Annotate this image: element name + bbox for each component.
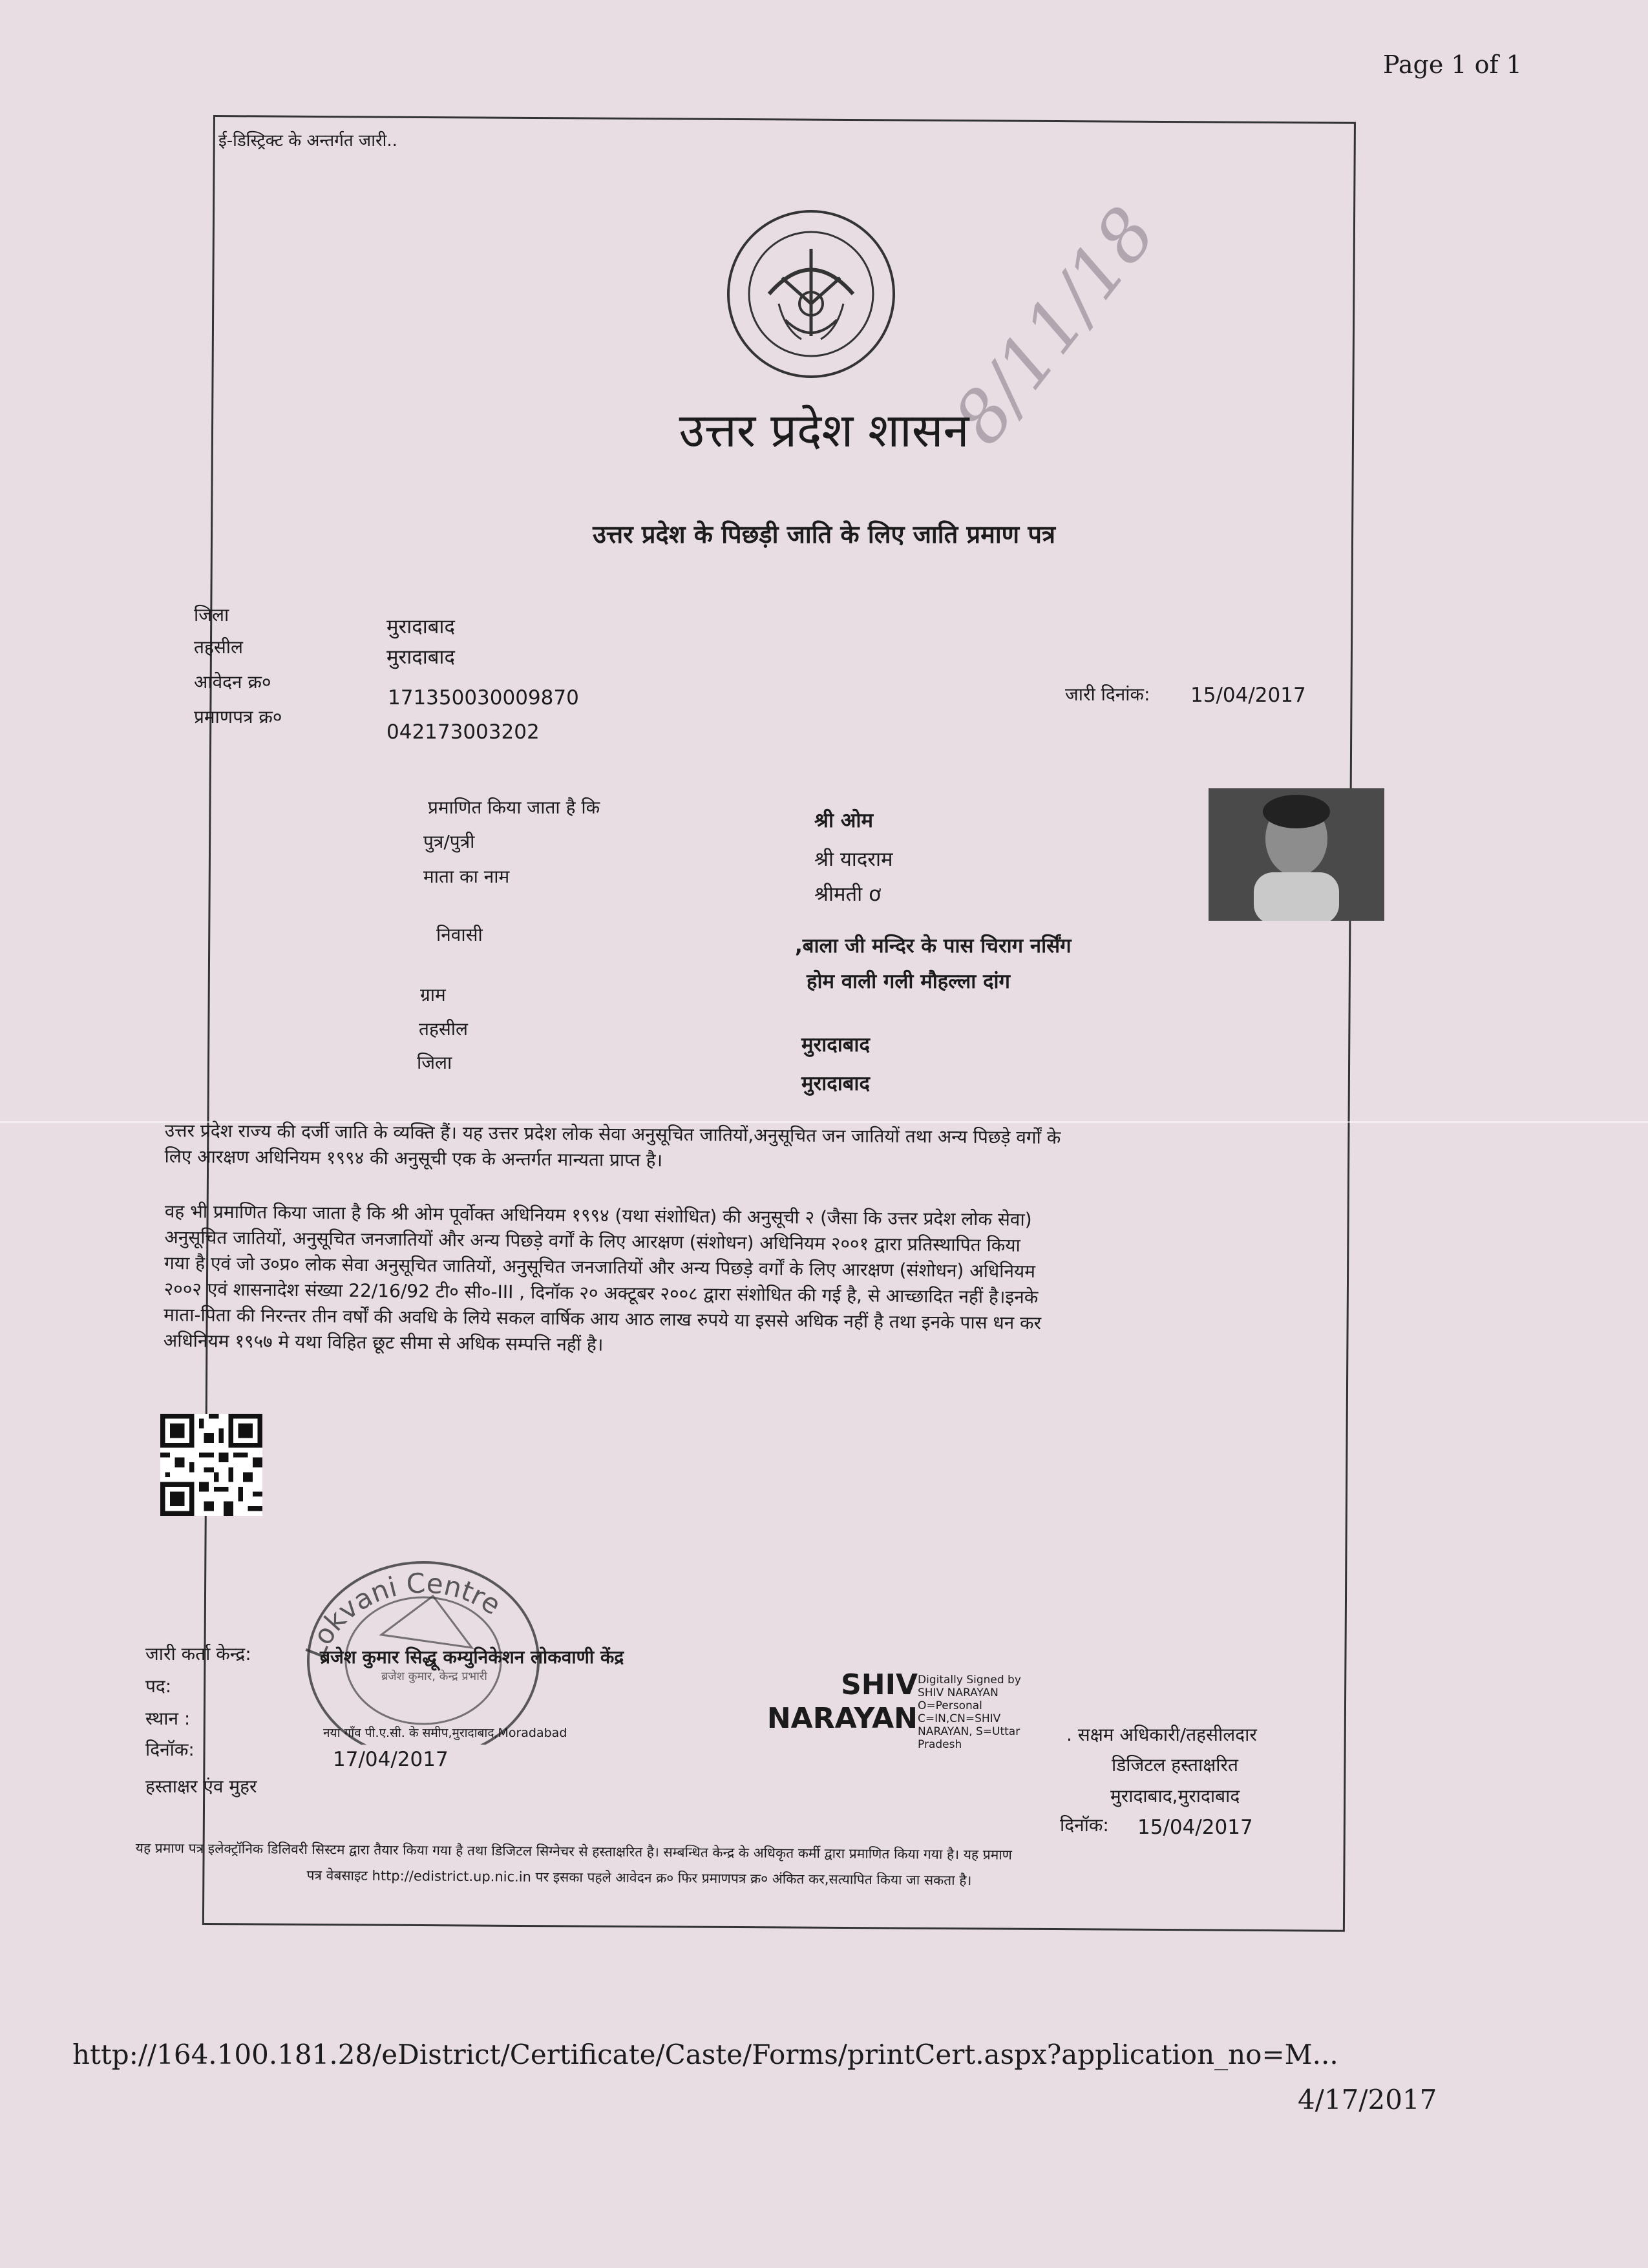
page-number: Page 1 of 1 xyxy=(1383,50,1522,79)
stamp-inner-text: ब्रजेश कुमार, केन्द्र प्रभारी xyxy=(381,1670,487,1683)
certificate-number: 042173003202 xyxy=(386,720,540,744)
footer-line: पत्र वेबसाइट http://edistrict.up.nic.in पर इसका पहले आवेदन क्र० फिर प्रमाणपत्र क्र० अंकित कर,सत्यापित किया जा सकता है। xyxy=(306,1867,972,1889)
paragraph-line: वह भी प्रमाणित किया जाता है कि श्री ओम पूर्वोक्त अधिनियम १९९४ (यथा संशोधित) की अनुसूची २ (जैसा कि उत्तर प्रदेश लोक सेवा) xyxy=(164,1200,1032,1230)
tehsil-label: तहसील xyxy=(194,636,243,658)
paragraph-line: माता-पिता की निरन्तर तीन वर्षों की अवधि के लिये सकल वार्षिक आय आठ लाख रुपये या इससे अधिक नहीं है तथा इनके पास धन कर xyxy=(164,1303,1042,1334)
issuing-center-label: जारी कर्ता केन्द्र: xyxy=(145,1643,251,1664)
person-tehsil-label: तहसील xyxy=(419,1018,468,1040)
mother-name: श्रीमती ơ xyxy=(814,883,882,906)
signature-detail-line: C=IN,CN=SHIV xyxy=(918,1712,1001,1725)
certificate-footer xyxy=(135,1835,1364,1896)
authority-date-label: दिनॉक: xyxy=(1060,1814,1109,1836)
signature-detail-line: Pradesh xyxy=(918,1738,962,1751)
lokvani-stamp-icon xyxy=(284,1525,562,1745)
signer-last-name: NARAYAN xyxy=(766,1702,918,1735)
caste-paragraph xyxy=(164,1118,1373,1179)
qr-code-icon xyxy=(160,1414,262,1516)
eligibility-paragraph xyxy=(164,1199,1380,1365)
issuer-date-label: दिनॉक: xyxy=(145,1739,195,1760)
certified-label: प्रमाणित किया जाता है कि xyxy=(428,797,600,818)
signature-detail-line: Digitally Signed by xyxy=(918,1674,1021,1686)
signature-detail-line: SHIV NARAYAN xyxy=(918,1686,998,1699)
digital-signature-details xyxy=(918,1674,1021,1751)
village-label: ग्राम xyxy=(420,984,446,1005)
application-number: 171350030009870 xyxy=(388,686,579,709)
authority-location: मुरादाबाद,मुरादाबाद xyxy=(1110,1785,1240,1807)
paragraph-line: अनुसूचित जातियों, अनुसूचित जनजातियों और अन्य पिछड़े वर्गों के लिए आरक्षण (संशोधन) अधिनियम २००१ द्वारा प्रतिस्थापित किया xyxy=(164,1226,1021,1256)
signature-label: हस्ताक्षर एंव मुहर xyxy=(145,1776,257,1797)
address-line-2: होम वाली गली मौहल्ला दांग xyxy=(807,970,1011,993)
paragraph-line: लिए आरक्षण अधिनियम १९९४ की अनुसूची एक के अन्तर्गत मान्यता प्राप्त है। xyxy=(164,1145,663,1171)
issue-date: 15/04/2017 xyxy=(1190,684,1306,707)
digitally-signed-note: डिजिटल हस्ताक्षरित xyxy=(1112,1754,1238,1776)
paragraph-line: उत्तर प्रदेश राज्य की दर्जी जाति के व्यक्ति हैं। यह उत्तर प्रदेश लोक सेवा अनुसूचित जातियों,अनुसूचित जन जातियों तथा अन्य पिछड़े वर्गों के xyxy=(164,1119,1061,1148)
person-tehsil-value: मुरादाबाद xyxy=(801,1033,870,1056)
footer-line: यह प्रमाण पत्र इलेक्ट्रॉनिक डिलिवरी सिस्टम द्वारा तैयार किया गया है तथा डिजिटल सिग्नेचर से हस्ताक्षरित है। सम्बन्धित केन्द्र के अधिकृत कर्मी द्वारा प्रमाणित किया गया है। यह प्रमाण xyxy=(135,1840,1013,1863)
district-value: मुरादाबाद xyxy=(386,615,455,638)
post-label: पद: xyxy=(145,1675,172,1697)
portrait-icon xyxy=(1209,788,1384,921)
authority-date: 15/04/2017 xyxy=(1137,1816,1253,1839)
certificate-number-label: प्रमाणपत्र क्र० xyxy=(194,706,282,728)
address-line-1: ,बाला जी मन्दिर के पास चिराग नर्सिंग xyxy=(795,934,1072,958)
mother-label: माता का नाम xyxy=(423,866,510,887)
place-label: स्थान : xyxy=(145,1708,191,1729)
stamp-text: Lokvani Centre xyxy=(299,1567,507,1663)
applicant-name: श्री ओम xyxy=(814,809,874,832)
issue-date-label: जारी दिनांक: xyxy=(1065,684,1150,705)
paragraph-line: २००२ एवं शासनादेश संख्या 22/16/92 टी० सी०-III , दिनॉक २० अक्टूबर २००८ द्वारा संशोधित की गई है, से आच्छादित नहीं है।इनके xyxy=(164,1277,1039,1308)
issuing-center: ब्रजेश कुमार सिद्धू कम्युनिकेशन लोकवाणी केंद्र xyxy=(320,1646,624,1668)
tehsil-value: मुरादाबाद xyxy=(386,646,455,669)
certificate-title: उत्तर प्रदेश के पिछड़ी जाति के लिए जाति प्रमाण पत्र xyxy=(593,520,1055,549)
signature-detail-line: O=Personal xyxy=(918,1699,982,1712)
handwritten-date: 8/11/18 xyxy=(938,192,1172,459)
paragraph-line: अधिनियम १९५७ मे यथा विहित छूट सीमा से अधिक सम्पत्ति नहीं है। xyxy=(163,1329,604,1356)
digital-signer-name xyxy=(724,1668,918,1736)
paragraph-line: गया है एवं जो उ०प्र० लोक सेवा अनुसूचित जातियों, अनुसूचित जनजातियों और अन्य पिछड़े वर्गों के लिए आरक्षण (संशोधन) अधिनियम xyxy=(164,1252,1036,1282)
person-district-label: जिला xyxy=(417,1052,452,1073)
print-url: http://164.100.181.28/eDistrict/Certificate/Caste/Forms/printCert.aspx?application_no=M... xyxy=(72,2039,1338,2070)
print-date: 4/17/2017 xyxy=(1298,2084,1437,2116)
edistrict-note: ई-डिस्ट्रिक्ट के अन्तर्गत जारी.. xyxy=(218,131,397,151)
child-of-label: पुत्र/पुत्री xyxy=(423,831,475,852)
signature-detail-line: NARAYAN, S=Uttar xyxy=(918,1725,1020,1738)
government-title: उत्तर प्रदेश शासन xyxy=(679,403,969,457)
authority-title: . सक्षम अधिकारी/तहसीलदार xyxy=(1066,1724,1257,1745)
application-number-label: आवेदन क्र० xyxy=(194,671,271,693)
district-label: जिला xyxy=(194,604,229,625)
state-emblem-icon xyxy=(724,207,898,381)
issuer-date: 17/04/2017 xyxy=(333,1748,449,1771)
person-district-value: मुरादाबाद xyxy=(801,1072,870,1095)
father-name: श्री यादराम xyxy=(814,848,893,871)
issuing-place: नया गाँव पी.ए.सी. के समीप,मुरादाबाद,Moradabad xyxy=(323,1726,567,1740)
signer-first-name: SHIV xyxy=(841,1668,918,1701)
applicant-photo xyxy=(1209,788,1384,921)
resident-label: निवासी xyxy=(436,924,483,945)
